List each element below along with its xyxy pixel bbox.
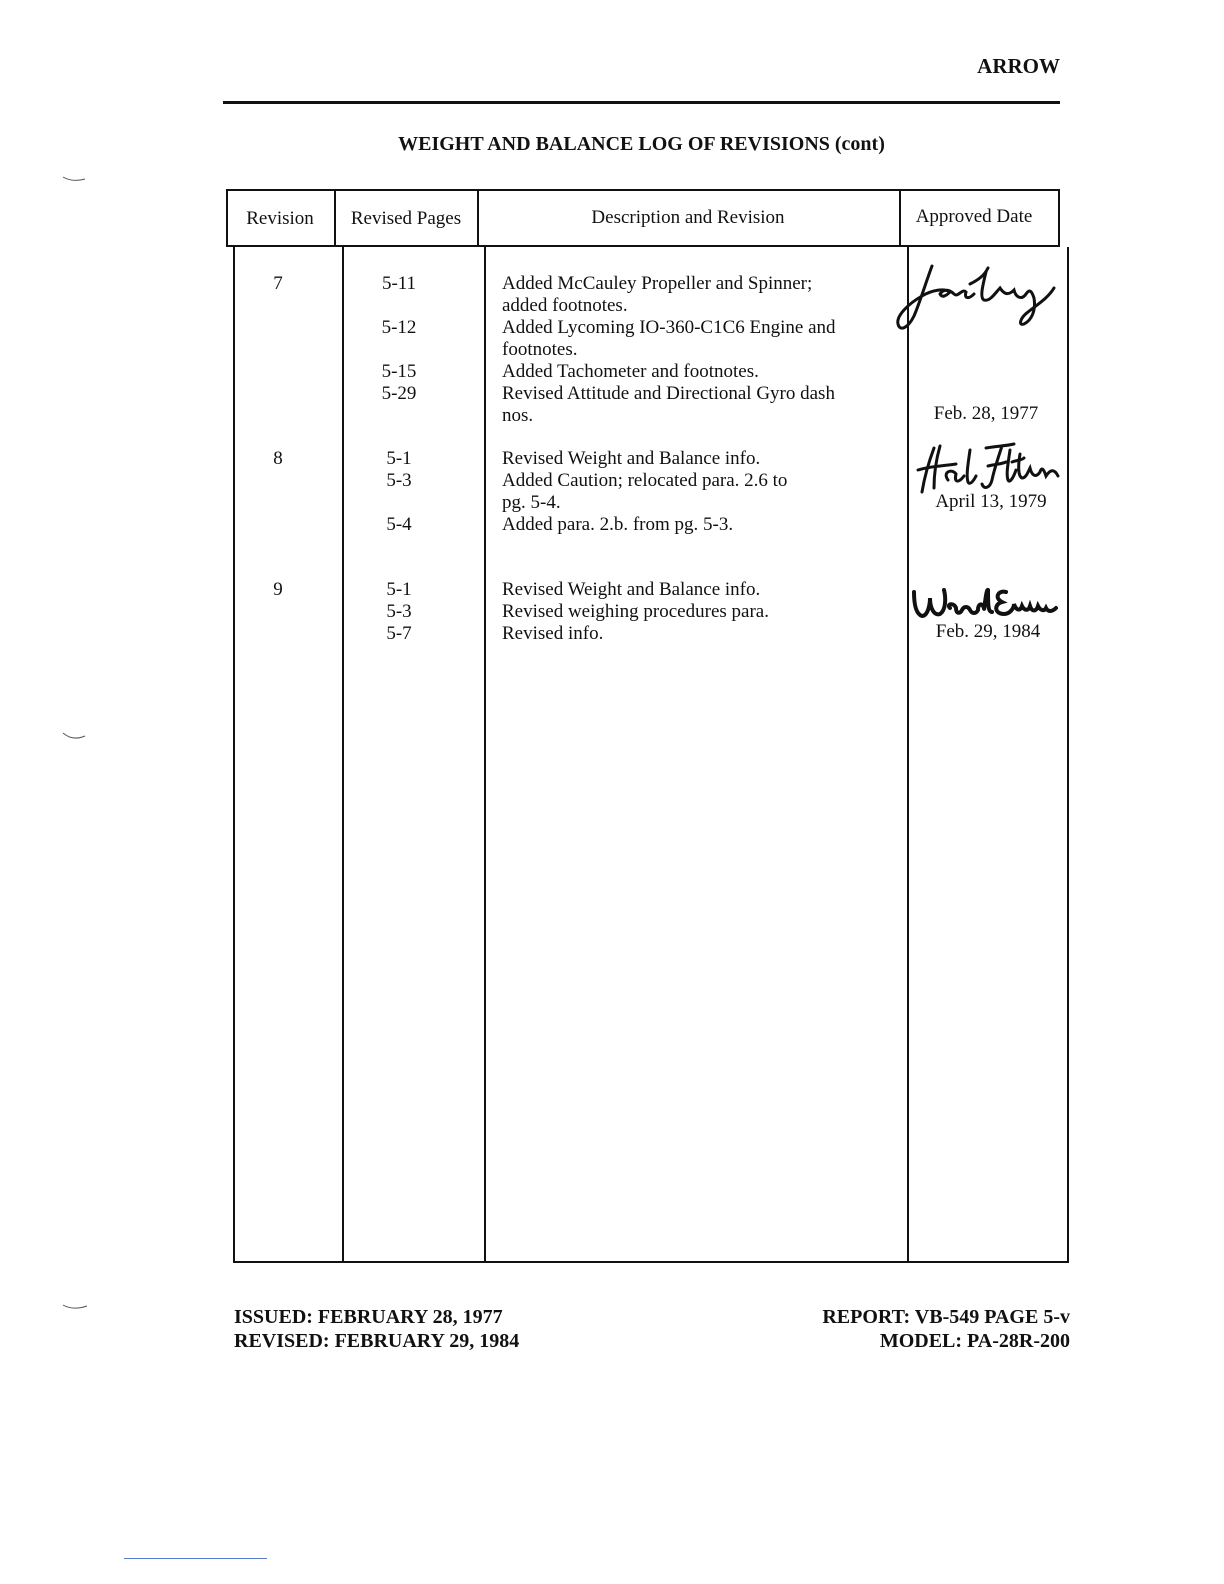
row-8-approved-date: April 13, 1979 (935, 491, 1047, 512)
row-8-description: Added Caution; relocated para. 2.6 to (502, 470, 788, 491)
footer-report: REPORT: VB-549 PAGE 5-v (822, 1306, 1070, 1328)
row-7-description: footnotes. (502, 339, 578, 360)
column-header-revised-pages: Revised Pages (350, 208, 462, 229)
row-7-description: Added Lycoming IO-360-C1C6 Engine and (502, 317, 836, 338)
bottom-rule (124, 1558, 267, 1559)
handwritten-signature-hal-fletcher-icon (912, 440, 1062, 496)
footer-issued-revised (234, 1305, 519, 1353)
row-9-approved-date: Feb. 29, 1984 (935, 621, 1041, 642)
row-7-approved-date: Feb. 28, 1977 (933, 403, 1039, 424)
row-7-description: Revised Attitude and Directional Gyro dash (502, 383, 835, 404)
row-9-description: Revised weighing procedures para. (502, 601, 769, 622)
row-7-page: 5-15 (381, 361, 417, 382)
row-7-description: added footnotes. (502, 295, 628, 316)
footer-report-model (822, 1305, 1070, 1353)
row-8-page: 5-1 (386, 448, 412, 469)
column-header-description: Description and Revision (591, 207, 785, 228)
row-8-description: pg. 5-4. (502, 492, 561, 513)
row-7-description: Added McCauley Propeller and Spinner; (502, 273, 813, 294)
column-header-approved-date: Approved Date (915, 206, 1033, 227)
footer-model: MODEL: PA-28R-200 (879, 1330, 1070, 1352)
binding-mark (62, 1300, 88, 1318)
row-9-description: Revised Weight and Balance info. (502, 579, 761, 600)
page-title: WEIGHT AND BALANCE LOG OF REVISIONS (cont) (398, 133, 885, 155)
handwritten-signature-1-icon (892, 258, 1062, 338)
footer-issued: ISSUED: FEBRUARY 28, 1977 (234, 1306, 503, 1328)
row-7-page: 5-29 (381, 383, 417, 404)
column-header-revision: Revision (246, 208, 314, 229)
row-7-description: nos. (502, 405, 534, 426)
row-7-description: Added Tachometer and footnotes. (502, 361, 759, 382)
footer-revised: REVISED: FEBRUARY 29, 1984 (234, 1330, 520, 1352)
row-7-page: 5-12 (381, 317, 417, 338)
handwritten-signature-ward-evans-icon (910, 584, 1060, 624)
row-9-description: Revised info. (502, 623, 604, 644)
row-8-page: 5-3 (386, 470, 412, 491)
row-9-page: 5-7 (386, 623, 412, 644)
row-7-page: 5-11 (381, 273, 417, 294)
binding-mark (62, 728, 86, 746)
row-9-revision: 9 (273, 579, 283, 600)
row-9-page: 5-3 (386, 601, 412, 622)
row-9-page: 5-1 (386, 579, 412, 600)
row-8-page: 5-4 (386, 514, 412, 535)
header-title: ARROW (977, 54, 1060, 78)
binding-mark (62, 170, 86, 188)
row-7-revision: 7 (273, 273, 283, 294)
row-8-description: Revised Weight and Balance info. (502, 448, 761, 469)
row-8-description: Added para. 2.b. from pg. 5-3. (502, 514, 734, 535)
row-8-revision: 8 (273, 448, 283, 469)
